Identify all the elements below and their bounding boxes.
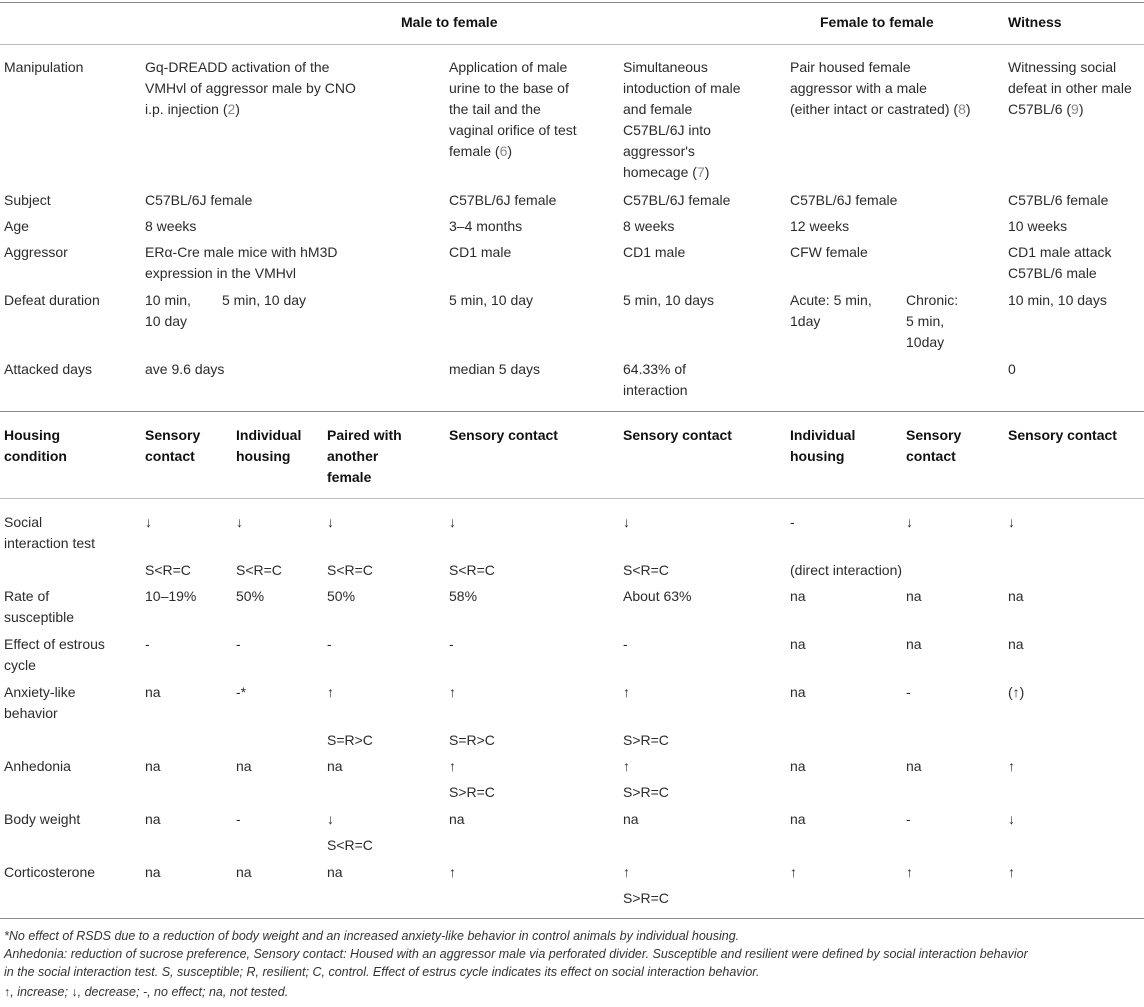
ref-link[interactable]: 6 [499, 143, 508, 159]
estrous-col1: - [145, 636, 150, 652]
aggressor-col4: CD1 male [449, 244, 512, 260]
social-col2: ↓ [236, 514, 243, 530]
footnote: *No effect of RSDS due to a reduction of body weight and an increased anxiety-like behavior in control animals by individual housing. [4, 929, 740, 943]
attacked-col1: ave 9.6 days [145, 361, 225, 377]
cort-col5: ↑ [623, 864, 630, 880]
anxiety-col3: ↑ [327, 684, 334, 700]
body-col6: na [790, 811, 806, 827]
housing-col3: another [327, 448, 379, 464]
subject-col1: C57BL/6J female [145, 192, 253, 208]
row-label-social: interaction test [4, 535, 96, 551]
defeat-col4: 5 min, 10 day [449, 292, 534, 308]
anxiety-col8: (↑) [1008, 684, 1025, 700]
aggressor-col8: CD1 male attack [1008, 244, 1112, 260]
body-col7: - [906, 811, 911, 827]
anhedonia-col6: na [790, 758, 806, 774]
row-label-defeat-duration: Defeat duration [4, 292, 100, 308]
row-label-social: Social [4, 514, 43, 530]
estrous-col5: - [623, 636, 628, 652]
row-label-manipulation: Manipulation [4, 59, 84, 75]
row-label-attacked-days: Attacked days [4, 361, 92, 377]
rate-col1: 10–19% [145, 588, 197, 604]
estrous-col8: na [1008, 636, 1024, 652]
housing-col1: contact [145, 448, 195, 464]
housing-col4: Sensory contact [449, 427, 558, 443]
footnote: Anhedonia: reduction of sucrose preference, Sensory contact: Housed with an aggressor male via perforated divider. Susceptible and resilient were defined by social interaction behavior [4, 947, 1028, 961]
anhedonia-col5: ↑ [623, 758, 630, 774]
cort-stat-col5: S>R=C [623, 890, 669, 906]
housing-col1: Sensory [145, 427, 201, 443]
aggressor-col1: ERα-Cre male mice with hM3D [145, 244, 338, 260]
defeat-col7: 10day [906, 334, 945, 350]
cort-col8: ↑ [1008, 864, 1015, 880]
aggressor-col6: CFW female [790, 244, 868, 260]
subject-col6: C57BL/6J female [790, 192, 898, 208]
social-col4: ↓ [449, 514, 456, 530]
anhedonia-col3: na [327, 758, 343, 774]
anhedonia-col4: ↑ [449, 758, 456, 774]
estrous-col3: - [327, 636, 332, 652]
anxiety-col5: ↑ [623, 684, 630, 700]
row-label-housing: Housing [4, 427, 60, 443]
body-stat-col3: S<R=C [327, 837, 373, 853]
attacked-col5: 64.33% of [623, 361, 687, 377]
row-label-rate: susceptible [4, 609, 75, 625]
row-label-subject: Subject [4, 192, 51, 208]
anhedonia-stat-col5: S>R=C [623, 784, 669, 800]
housing-col6: housing [790, 448, 845, 464]
housing-col8: Sensory contact [1008, 427, 1117, 443]
cort-col2: na [236, 864, 252, 880]
row-label-estrous: Effect of estrous [4, 636, 105, 652]
anxiety-col6: na [790, 684, 806, 700]
defeat-col2: 5 min, 10 day [222, 292, 307, 308]
ref-link[interactable]: 9 [1071, 101, 1079, 117]
group-male-to-female: Male to female [401, 14, 498, 30]
social-stat-col2: S<R=C [236, 562, 282, 578]
social-col7: ↓ [906, 514, 913, 530]
social-col8: ↓ [1008, 514, 1015, 530]
body-col1: na [145, 811, 161, 827]
footnote: ↑, increase; ↓, decrease; -, no effect; na, not tested. [4, 985, 289, 999]
anhedonia-col7: na [906, 758, 922, 774]
housing-col5: Sensory contact [623, 427, 732, 443]
estrous-col4: - [449, 636, 454, 652]
housing-col3: female [327, 469, 372, 485]
aggressor-col1: expression in the VMHvl [145, 265, 296, 281]
defeat-col7: Chronic: [906, 292, 959, 308]
estrous-col7: na [906, 636, 922, 652]
cort-col7: ↑ [906, 864, 913, 880]
social-stat-col4: S<R=C [449, 562, 495, 578]
row-label-anxiety: behavior [4, 705, 58, 721]
housing-rule [0, 498, 1144, 499]
body-col3: ↓ [327, 811, 334, 827]
social-stat-col6: (direct interaction) [790, 562, 903, 578]
social-col6: - [790, 514, 795, 530]
social-stat-col1: S<R=C [145, 562, 191, 578]
subject-col5: C57BL/6J female [623, 192, 731, 208]
housing-col3: Paired with [327, 427, 402, 443]
top-rule [0, 2, 1144, 3]
defeat-col6: Acute: 5 min, [790, 292, 872, 308]
row-label-body-weight: Body weight [4, 811, 81, 827]
body-col5: na [623, 811, 639, 827]
estrous-col2: - [236, 636, 241, 652]
anxiety-stat-col4: S=R>C [449, 732, 495, 748]
anxiety-col2: -* [236, 684, 247, 700]
aggressor-col8: C57BL/6 male [1008, 265, 1097, 281]
cort-col4: ↑ [449, 864, 456, 880]
row-label-aggressor: Aggressor [4, 244, 68, 260]
row-label-age: Age [4, 218, 29, 234]
row-label-housing: condition [4, 448, 67, 464]
anxiety-col4: ↑ [449, 684, 456, 700]
rate-col2: 50% [236, 588, 265, 604]
rate-col8: na [1008, 588, 1024, 604]
defeat-col5: 5 min, 10 days [623, 292, 715, 308]
defeat-col6: 1day [790, 313, 821, 329]
social-stat-col5: S<R=C [623, 562, 669, 578]
anhedonia-stat-col4: S>R=C [449, 784, 495, 800]
defeat-col1: 10 day [145, 313, 188, 329]
social-col1: ↓ [145, 514, 152, 530]
subject-col8: C57BL/6 female [1008, 192, 1109, 208]
housing-col2: Individual [236, 427, 302, 443]
anxiety-col7: - [906, 684, 911, 700]
age-col8: 10 weeks [1008, 218, 1068, 234]
cort-col6: ↑ [790, 864, 797, 880]
body-col8: ↓ [1008, 811, 1015, 827]
row-label-corticosterone: Corticosterone [4, 864, 96, 880]
defeat-col1: 10 min, [145, 292, 191, 308]
anxiety-col1: na [145, 684, 161, 700]
bottom-rule [0, 918, 1144, 919]
ref-link[interactable]: 7 [696, 164, 705, 180]
anhedonia-col1: na [145, 758, 161, 774]
rate-col7: na [906, 588, 922, 604]
age-col5: 8 weeks [623, 218, 675, 234]
header-rule [0, 44, 1144, 45]
defeat-col7: 5 min, [906, 313, 945, 329]
body-col2: - [236, 811, 241, 827]
attacked-col8: 0 [1008, 361, 1016, 377]
anxiety-stat-col5: S>R=C [623, 732, 669, 748]
social-col3: ↓ [327, 514, 334, 530]
anxiety-stat-col3: S=R>C [327, 732, 373, 748]
anhedonia-col8: ↑ [1008, 758, 1015, 774]
cort-col1: na [145, 864, 161, 880]
estrous-col6: na [790, 636, 806, 652]
ref-link[interactable]: 8 [958, 101, 966, 117]
rate-col4: 58% [449, 588, 478, 604]
cort-col3: na [327, 864, 343, 880]
social-stat-col3: S<R=C [327, 562, 373, 578]
row-label-estrous: cycle [4, 657, 36, 673]
housing-col6: Individual [790, 427, 856, 443]
subject-col4: C57BL/6J female [449, 192, 557, 208]
age-col1: 8 weeks [145, 218, 197, 234]
row-label-anxiety: Anxiety-like [4, 684, 76, 700]
ref-link[interactable]: 2 [227, 101, 236, 117]
group-female-to-female: Female to female [820, 14, 934, 30]
age-col4: 3–4 months [449, 218, 523, 234]
defeat-col8: 10 min, 10 days [1008, 292, 1107, 308]
anhedonia-col2: na [236, 758, 252, 774]
row-label-anhedonia: Anhedonia [4, 758, 71, 774]
section-rule [0, 411, 1144, 412]
body-col4: na [449, 811, 465, 827]
housing-col7: contact [906, 448, 956, 464]
housing-col2: housing [236, 448, 291, 464]
attacked-col4: median 5 days [449, 361, 541, 377]
rate-col6: na [790, 588, 806, 604]
rate-col3: 50% [327, 588, 356, 604]
rate-col5: About 63% [623, 588, 692, 604]
row-label-rate: Rate of [4, 588, 50, 604]
attacked-col5: interaction [623, 382, 688, 398]
housing-col7: Sensory [906, 427, 962, 443]
aggressor-col5: CD1 male [623, 244, 686, 260]
social-col5: ↓ [623, 514, 630, 530]
group-witness: Witness [1008, 14, 1062, 30]
footnote: in the social interaction test. S, susceptible; R, resilient; C, control. Effect of estrus cycle indicates its effect on social interaction behavior. [4, 965, 760, 979]
age-col6: 12 weeks [790, 218, 850, 234]
